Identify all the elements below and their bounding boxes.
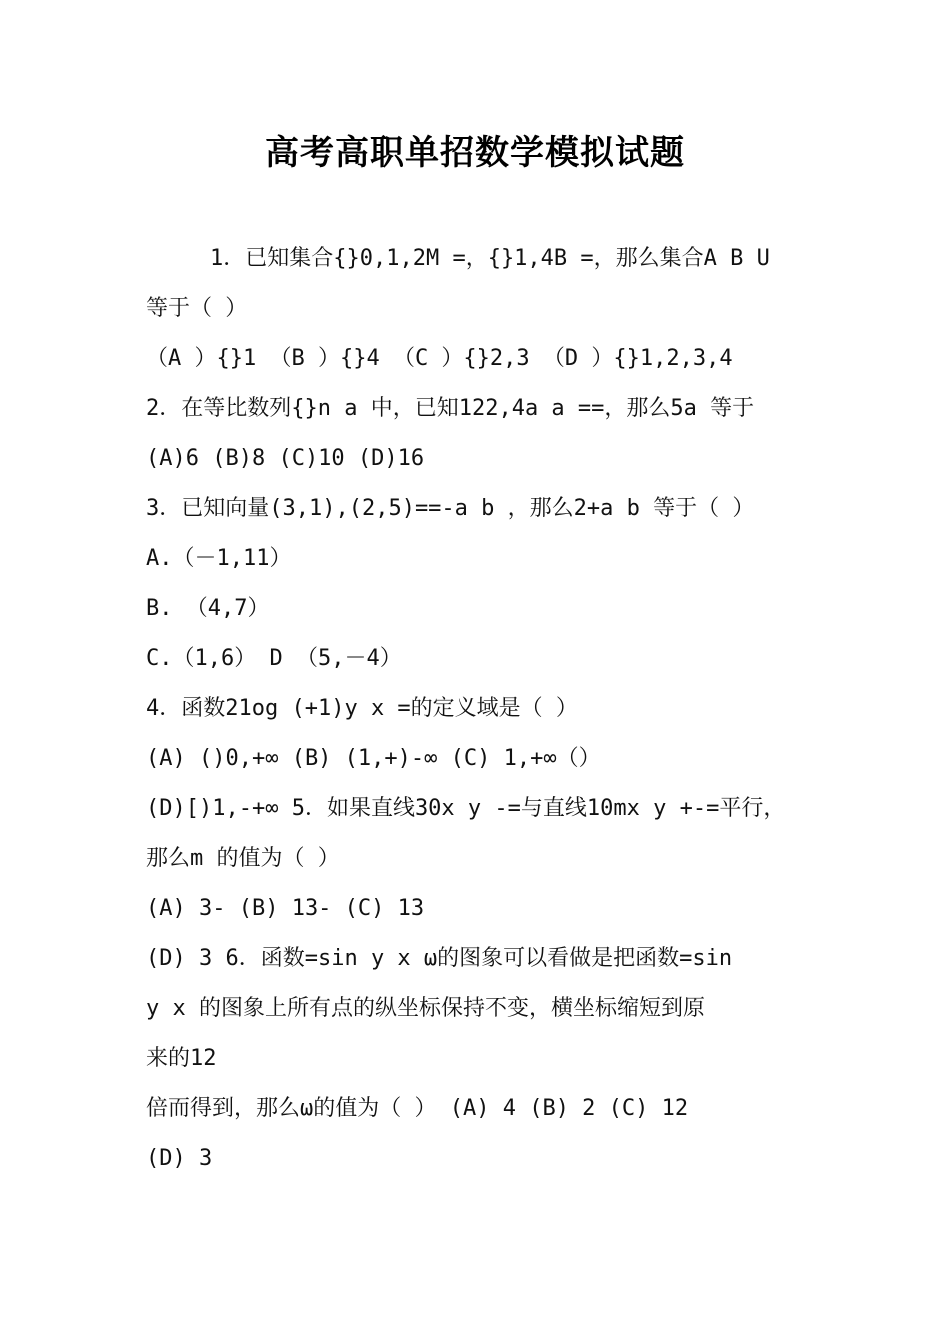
question-6-options: 倍而得到，那么ω的值为（ ） (A) 4 (B) 2 (C) 12 <box>146 1096 689 1121</box>
question-1-stem-continued: 等于（ ） <box>146 296 248 321</box>
question-1-options: （A ）{}1 （B ）{}4 （C ）{}2,3 （D ）{}1,2,3,4 <box>146 346 733 371</box>
question-3-option-b: B. （4,7） <box>146 596 270 621</box>
question-4-options: (A) ()0,+∞ (B) (1,+)-∞ (C) 1,+∞（） <box>146 746 601 771</box>
question-6-stem-fraction: 来的12 <box>146 1046 217 1071</box>
question-6-option-d: (D) 3 <box>146 1146 213 1171</box>
question-3-stem: 3．已知向量(3,1),(2,5)==-a b ，那么2+a b 等于（ ） <box>146 496 755 521</box>
question-5-option-d-question-6-stem: (D) 3 6．函数=sin y x ω的图象可以看做是把函数=sin <box>146 946 733 971</box>
question-1-stem: 1．已知集合{}0,1,2M =，{}1,4B =，那么集合A B U <box>210 246 770 271</box>
question-3-option-c-d: C.（1,6） D （5,－4） <box>146 646 402 671</box>
document-title: 高考高职单招数学模拟试题 <box>265 133 685 173</box>
document-body <box>146 234 826 1184</box>
question-5-stem-continued: 那么m 的值为（ ） <box>146 846 340 871</box>
question-5-options: (A) 3- (B) 13- (C) 13 <box>146 896 425 921</box>
question-6-stem-continued: y x 的图象上所有点的纵坐标保持不变，横坐标缩短到原 <box>146 996 705 1021</box>
question-3-option-a: A.（－1,11） <box>146 546 292 571</box>
question-4-stem: 4．函数21og (+1)y x =的定义域是（ ） <box>146 696 578 721</box>
question-4-option-d-question-5-stem: (D)[)1,-+∞ 5．如果直线30x y -=与直线10mx y +-=平行， <box>146 796 786 821</box>
question-2-stem: 2．在等比数列{}n a 中，已知122,4a a ==，那么5a 等于 <box>146 396 755 421</box>
question-2-options: (A)6 (B)8 (C)10 (D)16 <box>146 446 425 471</box>
